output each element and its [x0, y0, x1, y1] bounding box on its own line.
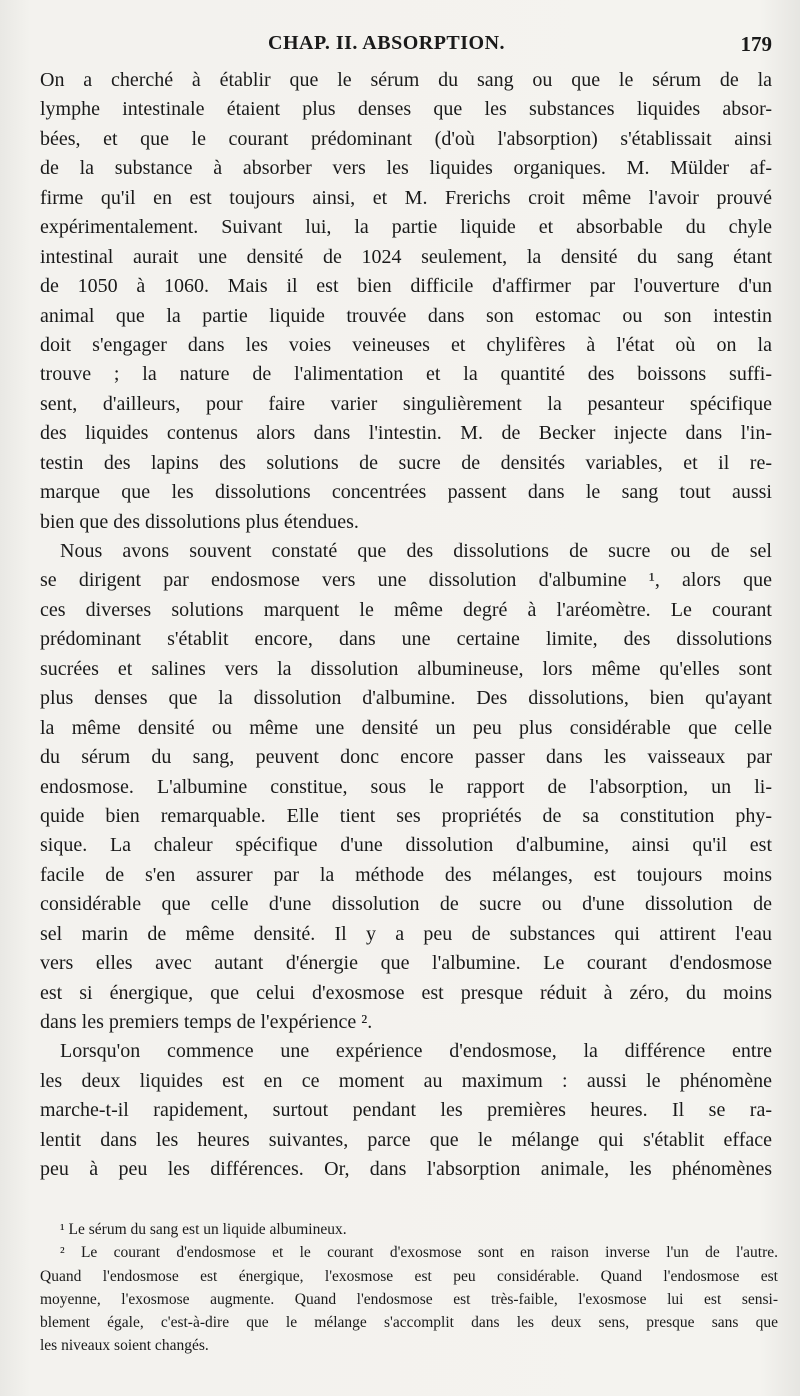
- footnote-line: moyenne, l'exosmose augmente. Quand l'endosmose est très-faible, l'exosmose lui est sensi-: [40, 1290, 778, 1308]
- text-line: expérimentalement. Suivant lui, la partie liquide et absorbable du chyle: [40, 216, 772, 239]
- paragraph: [40, 66, 772, 537]
- page-header: [40, 30, 772, 64]
- text-line: considérable que celle d'une dissolution de sucre ou d'une dissolution de: [40, 893, 772, 916]
- text-line: sucrées et salines vers la dissolution albumineuse, lors même qu'elles sont: [40, 657, 772, 680]
- text-line: bées, et que le courant prédominant (d'où l'absorption) s'établissait ainsi: [40, 127, 772, 150]
- footnote-line: blement égale, c'est-à-dire que le mélange s'accomplit dans les deux sens, presque sans que: [40, 1314, 778, 1332]
- text-line: marque que les dissolutions concentrées passent dans le sang tout aussi: [40, 481, 772, 504]
- text-line: bien que des dissolutions plus étendues.: [40, 510, 359, 533]
- text-line: endosmose. L'albumine constitue, sous le rapport de l'absorption, un li-: [40, 775, 772, 798]
- footnote-line: ² Le courant d'endosmose et le courant d'exosmose sont en raison inverse l'un de l'autre.: [60, 1244, 778, 1262]
- text-line: testin des lapins des solutions de sucre de densités variables, et il re-: [40, 451, 772, 474]
- text-line: lentit dans les heures suivantes, parce que le mélange qui s'établit efface: [40, 1128, 772, 1151]
- text-line: de 1050 à 1060. Mais il est bien difficile d'affirmer par l'ouverture d'un: [40, 275, 772, 298]
- text-line: ces diverses solutions marquent le même degré à l'aréomètre. Le courant: [40, 598, 772, 621]
- footnote: [40, 1218, 778, 1241]
- footnote-line: Quand l'endosmose est énergique, l'exosmose est peu considérable. Quand l'endosmose est: [40, 1267, 778, 1285]
- paragraph: [40, 1037, 772, 1184]
- text-line: facile de s'en assurer par la méthode des mélanges, est toujours moins: [40, 863, 772, 886]
- footnote: [40, 1241, 778, 1357]
- text-line: sel marin de même densité. Il y a peu de substances qui attirent l'eau: [40, 922, 772, 945]
- text-line: trouve ; la nature de l'alimentation et la quantité des boissons suffi-: [40, 363, 772, 386]
- text-line: du sérum du sang, peuvent donc encore passer dans les vaisseaux par: [40, 746, 772, 769]
- text-line: marche-t-il rapidement, surtout pendant les premières heures. Il se ra-: [40, 1099, 772, 1122]
- running-head: CHAP. II. ABSORPTION.: [268, 32, 506, 54]
- text-line: dans les premiers temps de l'expérience ².: [40, 1011, 373, 1033]
- text-line: sique. La chaleur spécifique d'une dissolution d'albumine, ainsi qu'il est: [40, 834, 772, 857]
- text-line: de la substance à absorber vers les liquides organiques. M. Mülder af-: [40, 157, 772, 180]
- text-line: vers elles avec autant d'énergie que l'albumine. Le courant d'endosmose: [40, 952, 772, 975]
- text-line: la même densité ou même une densité un peu plus considérable que celle: [40, 716, 772, 739]
- text-line: prédominant s'établit encore, dans une certaine limite, des dissolutions: [40, 628, 772, 651]
- text-line: lymphe intestinale étaient plus denses que les substances liquides absor-: [40, 98, 772, 121]
- text-line: On a cherché à établir que le sérum du sang ou que le sérum de la: [40, 69, 772, 91]
- main-text: [40, 66, 772, 1185]
- page-number: 179: [740, 32, 772, 56]
- text-line: Nous avons souvent constaté que des dissolutions de sucre ou de sel: [60, 540, 772, 562]
- text-line: intestinal aurait une densité de 1024 seulement, la densité du sang étant: [40, 245, 772, 268]
- text-line: quide bien remarquable. Elle tient ses propriétés de sa constitution phy-: [40, 804, 772, 827]
- footnote-line: ¹ Le sérum du sang est un liquide albumineux.: [60, 1221, 347, 1238]
- text-line: firme qu'il en est toujours ainsi, et M. Frerichs croit même l'avoir prouvé: [40, 186, 772, 209]
- text-line: se dirigent par endosmose vers une dissolution d'albumine ¹, alors que: [40, 569, 772, 592]
- text-line: les deux liquides est en ce moment au maximum : aussi le phénomène: [40, 1069, 772, 1092]
- text-line: plus denses que la dissolution d'albumine. Des dissolutions, bien qu'ayant: [40, 687, 772, 710]
- text-line: Lorsqu'on commence une expérience d'endosmose, la différence entre: [60, 1040, 772, 1063]
- text-line: est si énergique, que celui d'exosmose est presque réduit à zéro, du moins: [40, 981, 772, 1004]
- text-line: peu à peu les différences. Or, dans l'absorption animale, les phénomènes: [40, 1158, 772, 1181]
- paragraph: [40, 537, 772, 1037]
- footnotes: [40, 1218, 778, 1358]
- text-line: doit s'engager dans les voies veineuses et chylifères à l'état où on la: [40, 333, 772, 356]
- footnote-line: les niveaux soient changés.: [40, 1337, 209, 1355]
- text-line: sent, d'ailleurs, pour faire varier singulièrement la pesanteur spécifique: [40, 392, 772, 415]
- text-line: animal que la partie liquide trouvée dans son estomac ou son intestin: [40, 304, 772, 327]
- text-line: des liquides contenus alors dans l'intestin. M. de Becker injecte dans l'in-: [40, 422, 772, 445]
